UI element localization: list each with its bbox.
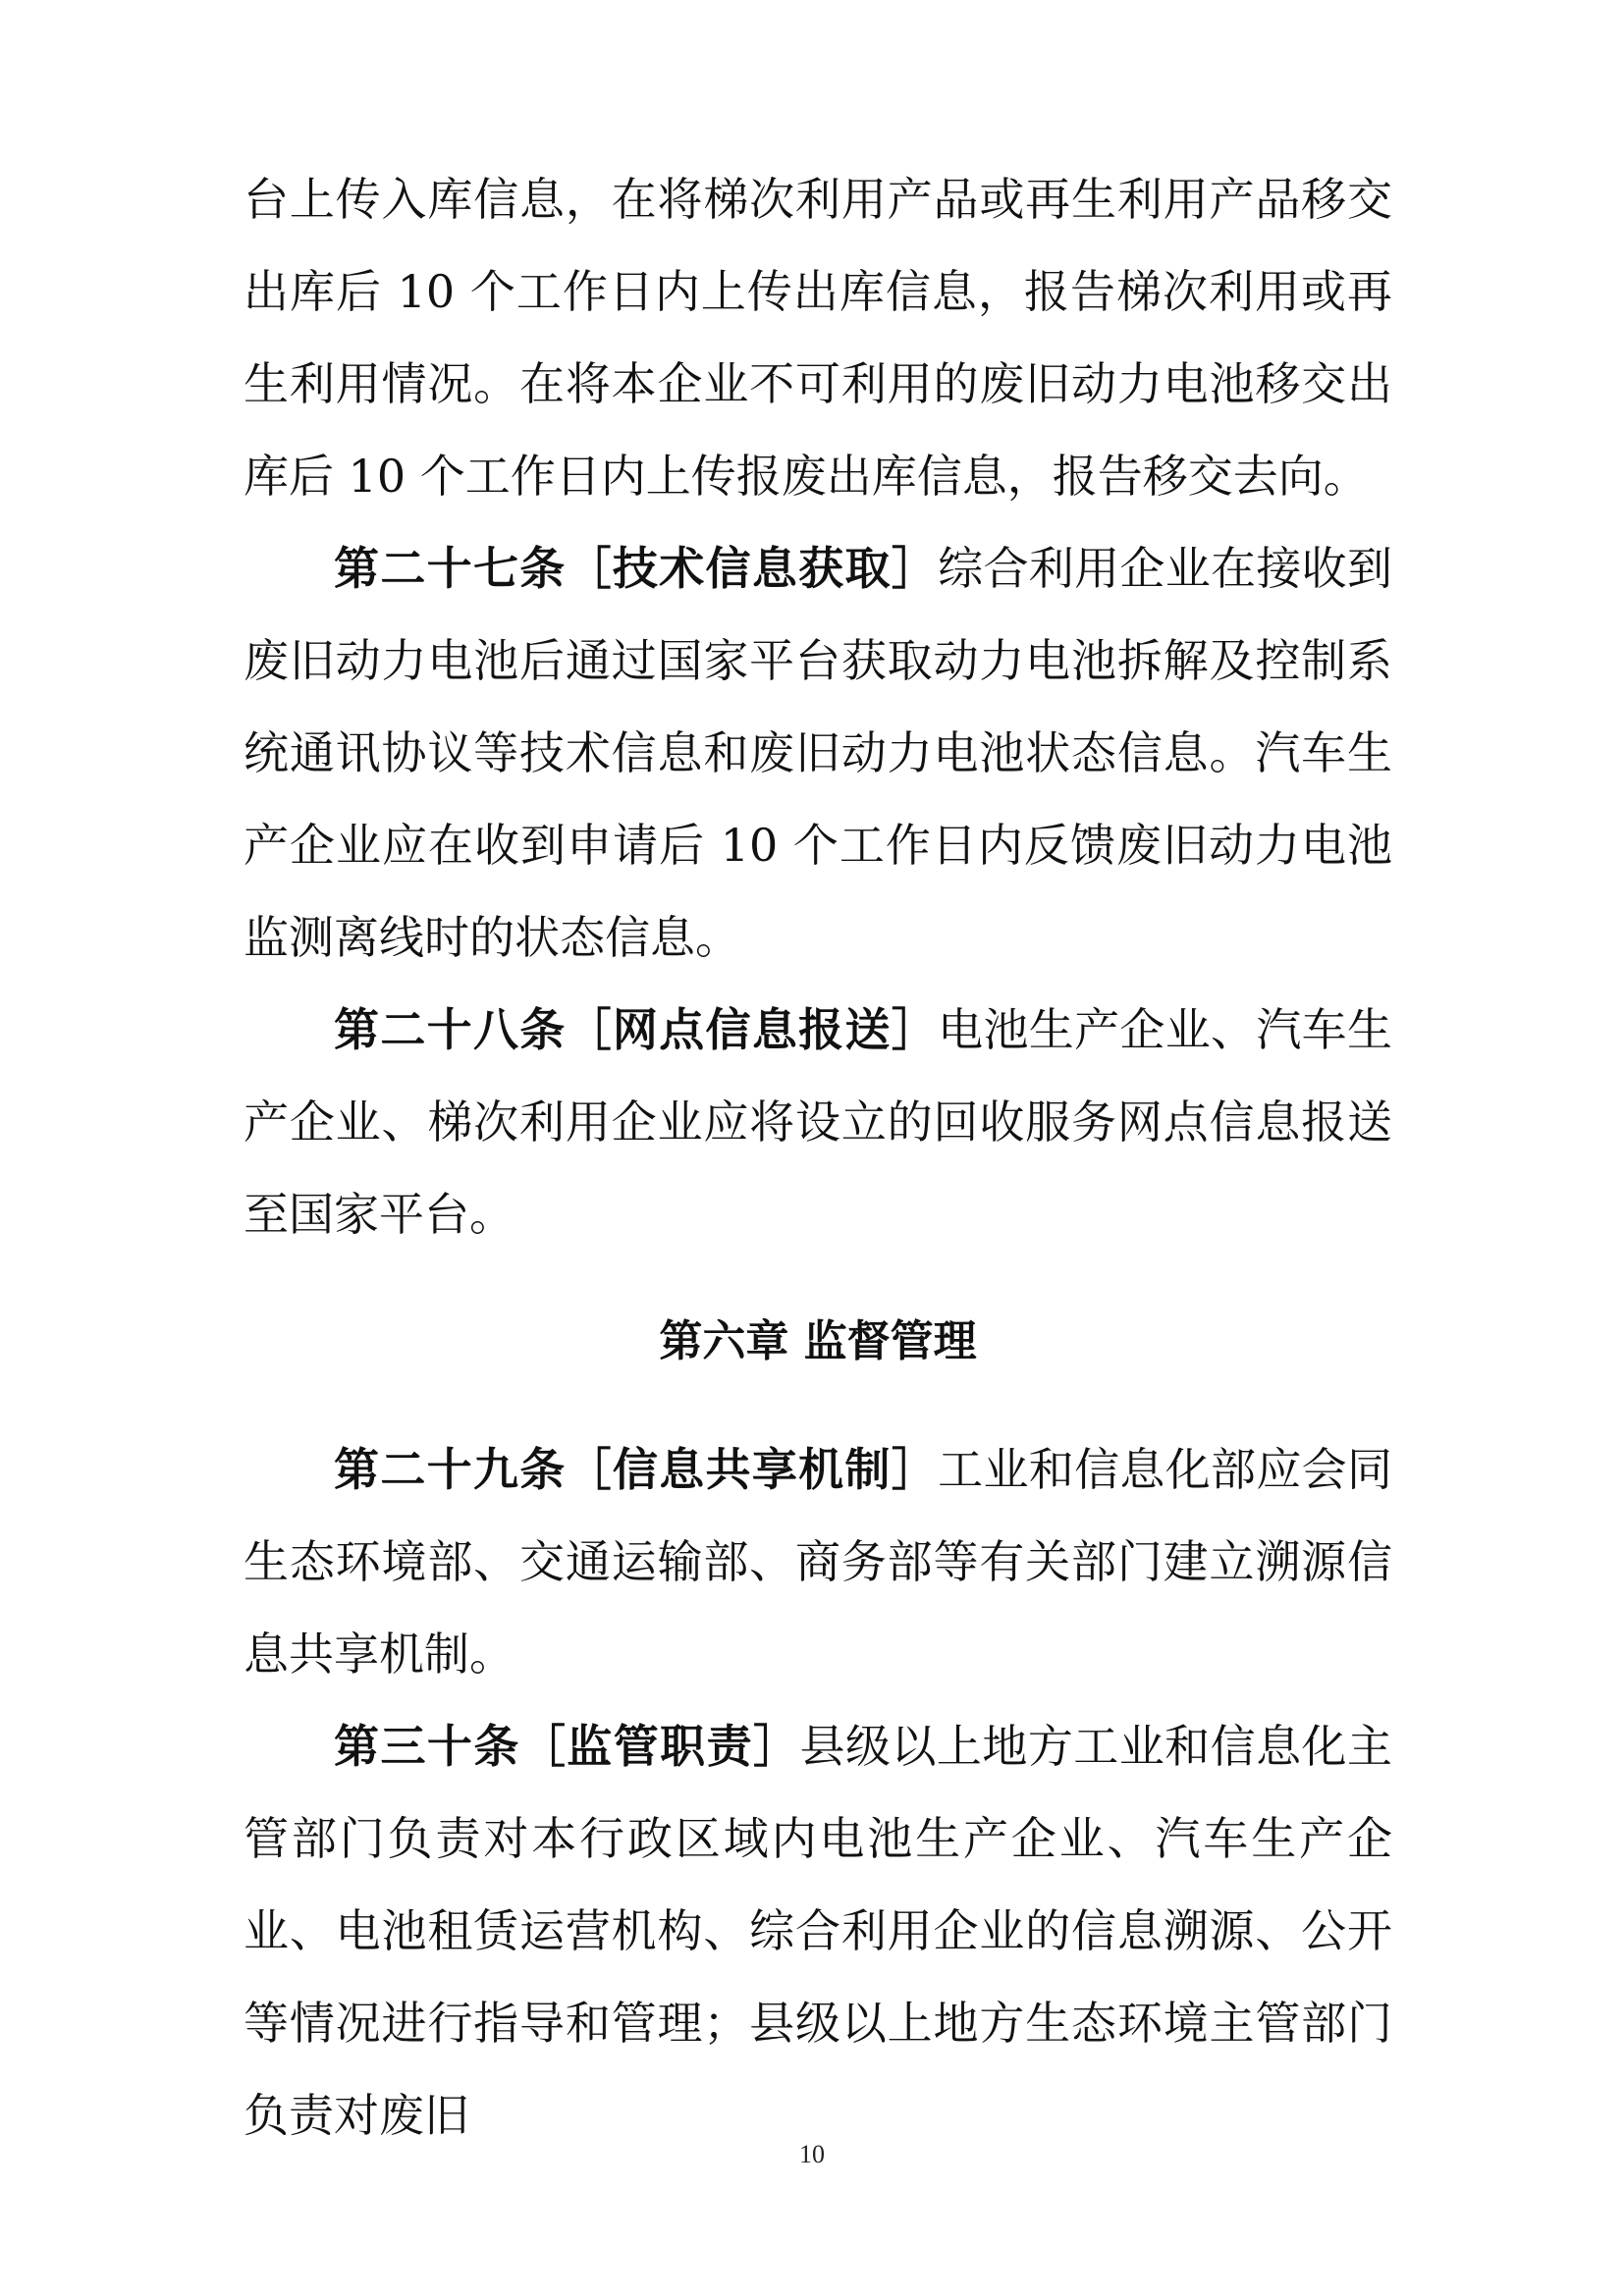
- article-body: 工业和信息化部应会同生态环境部、交通运输部、商务部等有关部门建立溯源信息共享机制。: [244, 1443, 1393, 1681]
- paragraph-text: 台上传入库信息，在将梯次利用产品或再生利用产品移交出库后 10 个工作日内上传出库信息，报告梯次利用或再生利用情况。在将本企业不可利用的废旧动力电池移交出库后 10 个工作日内上传报废出库信息，报告移交去向。: [244, 173, 1392, 503]
- paragraph-continued: [244, 153, 1392, 522]
- article-body: 电池生产企业、汽车生产企业、梯次利用企业应将设立的回收服务网点信息报送至国家平台。: [244, 1003, 1393, 1241]
- article-title: 第二十八条［网点信息报送］: [334, 1003, 939, 1056]
- page-number: 10: [799, 2140, 825, 2168]
- chapter-heading: 第六章 监督管理: [659, 1316, 977, 1366]
- article-title: 第二十七条［技术信息获取］: [334, 542, 939, 595]
- article-body: 综合利用企业在接收到废旧动力电池后通过国家平台获取动力电池拆解及控制系统通讯协议等技术信息和废旧动力电池状态信息。汽车生产企业应在收到申请后 10 个工作日内反馈废旧动力电池监测离线时的状态信息。: [244, 542, 1393, 964]
- article-27: [244, 522, 1392, 984]
- body-text: [244, 153, 1392, 2162]
- article-30: [244, 1700, 1392, 2162]
- article-29: [244, 1423, 1392, 1700]
- article-28: [244, 984, 1392, 1260]
- article-title: 第二十九条［信息共享机制］: [334, 1443, 939, 1496]
- article-title: 第三十条［监管职责］: [334, 1720, 800, 1773]
- article-body: 县级以上地方工业和信息化主管部门负责对本行政区域内电池生产企业、汽车生产企业、电池租赁运营机构、综合利用企业的信息溯源、公开等情况进行指导和管理；县级以上地方生态环境主管部门负责对废旧: [244, 1720, 1393, 2142]
